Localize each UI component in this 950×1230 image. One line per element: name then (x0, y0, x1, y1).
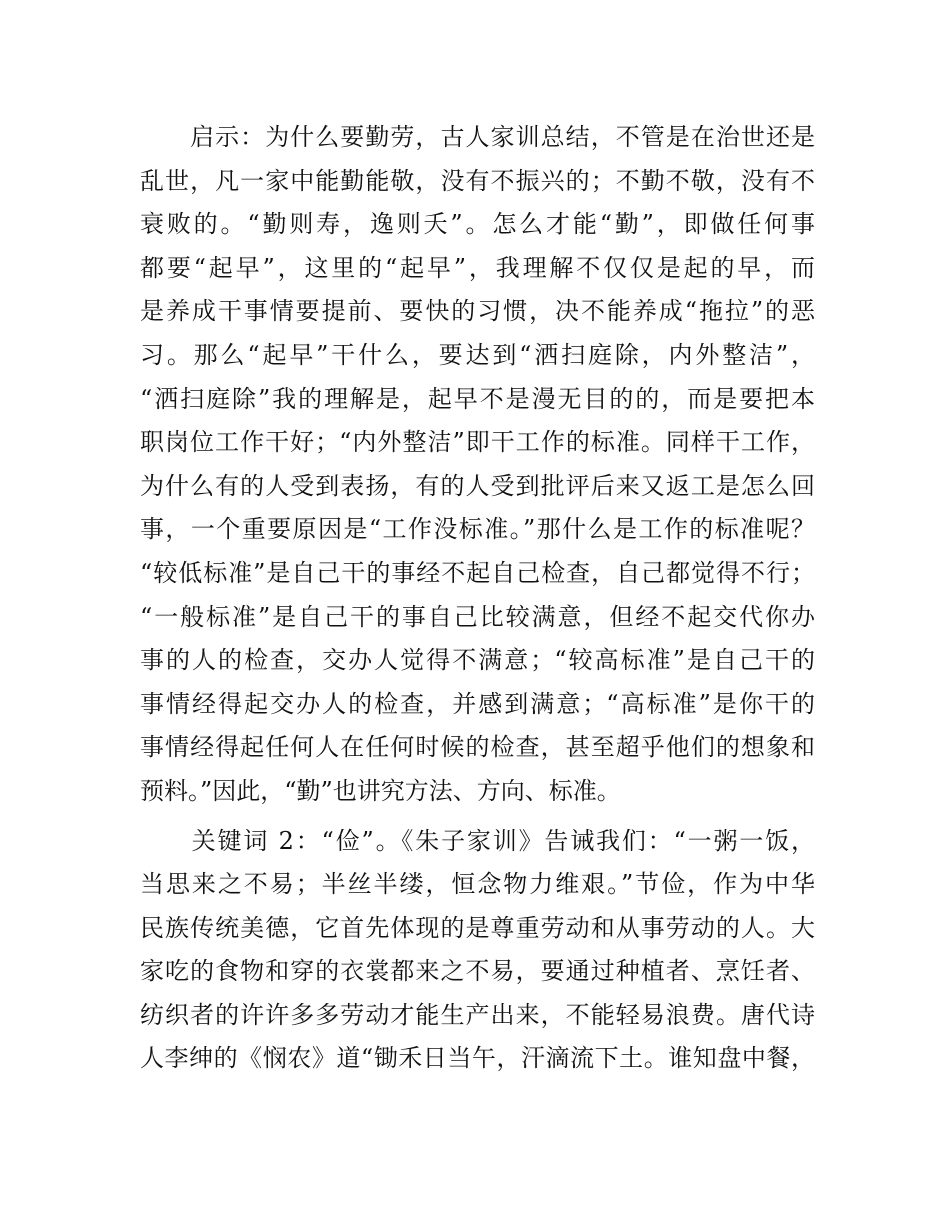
text-line: 事情经得起任何人在任何时候的检查，甚至超乎他们的想象和 (140, 733, 815, 762)
text-line: 乱世，凡一家中能勤能敬，没有不振兴的；不勤不敬，没有不 (140, 166, 815, 195)
text-line: 人李绅的《悯农》道“锄禾日当午，汗滴流下土。谁知盘中餐， (140, 1044, 815, 1073)
text-line: 民族传统美德，它首先体现的是尊重劳动和从事劳动的人。大 (140, 913, 815, 942)
text-line: 职岗位工作干好；“内外整洁”即干工作的标准。同样干工作， (140, 428, 815, 457)
text-line: 事，一个重要原因是“工作没标准。”那什么是工作的标准呢？ (140, 515, 815, 544)
text-line: 关键词 2：“俭”。《朱子家训》告诫我们：“一粥一饭， (140, 826, 815, 855)
text-line: 是养成干事情要提前、要快的习惯，决不能养成“拖拉”的恶 (140, 297, 815, 326)
text-line: “较低标准”是自己干的事经不起自己检查，自己都觉得不行； (140, 558, 815, 587)
text-line: 预料。”因此，“勤”也讲究方法、方向、标准。 (140, 776, 621, 805)
text-line: 纺织者的许许多多劳动才能生产出来，不能轻易浪费。唐代诗 (140, 1000, 815, 1029)
text-line: 启示：为什么要勤劳，古人家训总结，不管是在治世还是 (140, 123, 815, 151)
text-line: 习。那么“起早”干什么，要达到“洒扫庭除，内外整洁”， (140, 340, 815, 369)
text-line: 衰败的。“勤则寿，逸则夭”。怎么才能“勤”，即做任何事 (140, 210, 815, 239)
document-body (140, 116, 815, 1081)
text-line: 都要“起早”，这里的“起早”，我理解不仅仅是起的早，而 (140, 253, 815, 282)
text-line: 为什么有的人受到表扬，有的人受到批评后来又返工是怎么回 (140, 471, 815, 500)
text-line: 事的人的检查，交办人觉得不满意；“较高标准”是自己干的 (140, 646, 815, 675)
text-line: “一般标准”是自己干的事自己比较满意，但经不起交代你办 (140, 602, 815, 631)
paragraph-qishi (140, 116, 815, 814)
paragraph-keyword-jian (140, 820, 815, 1082)
text-line: 当思来之不易；半丝半缕，恒念物力维艰。”节俭，作为中华 (140, 870, 815, 899)
text-line: “洒扫庭除”我的理解是，起早不是漫无目的的，而是要把本 (140, 384, 815, 413)
text-line: 事情经得起交办人的检查，并感到满意；“高标准”是你干的 (140, 689, 815, 718)
text-line: 家吃的食物和穿的衣裳都来之不易，要通过种植者、烹饪者、 (140, 957, 815, 986)
